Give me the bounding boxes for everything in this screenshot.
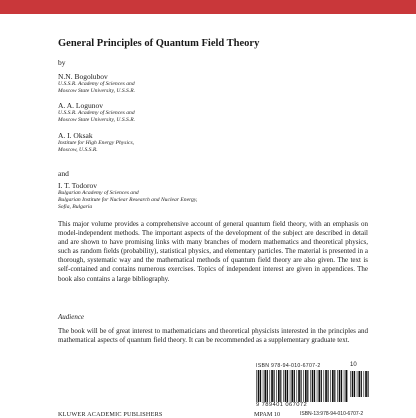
by-label: by <box>58 58 66 67</box>
author-block <box>58 181 197 211</box>
author-affiliation: Institute for High Energy Physics, Moscow, U.S.S.R. <box>58 140 134 154</box>
author-block <box>58 101 135 124</box>
barcode-addon-label: 10 <box>350 362 357 368</box>
barcode-isbn-label: ISBN 978-94-010-6707-2 <box>256 363 321 369</box>
and-label: and <box>58 169 69 178</box>
audience-paragraph: The book will be of great interest to mathematicians and theoretical physicists interested in the principles and mathematical aspects of quantum field theory. It can be recommended as a supplementary graduate text. <box>58 327 368 345</box>
author-name: A. A. Logunov <box>58 101 135 110</box>
audience-heading: Audience <box>58 313 84 321</box>
abstract-paragraph: This major volume provides a comprehensive account of general quantum field theory, with an emphasis on model-independent methods. The important aspects of the development of the subject are described in detail and are shown to have promising links with many branches of modern mathematics and theoretical physics, such as random fields (probability), statistical physics, and elementary particles. The material is presented in a thorough, systematic way and the mathematical methods of quantum field theory are also given. The text is self-contained and contains numerous exercises. Topics of independent interest are given in appendices. The book also contains a large bibliography. <box>58 220 368 284</box>
barcode-addon-icon <box>350 371 370 397</box>
author-affiliation: U.S.S.R. Academy of Sciences and Moscow State University, U.S.S.R. <box>58 110 135 124</box>
author-name: N.N. Bogolubov <box>58 72 135 81</box>
author-affiliation: Bulgarian Academy of Sciences and Bulgarian Institute for Nuclear Research and Nuclear Energy, Sofia, Bulgaria <box>58 190 197 211</box>
barcode-digits: 9 789401 067072 <box>256 402 309 408</box>
author-name: I. T. Todorov <box>58 181 197 190</box>
author-name: A. I. Oksak <box>58 131 134 140</box>
publisher-name: KLUWER ACADEMIC PUBLISHERS <box>58 411 163 418</box>
author-block <box>58 72 135 95</box>
book-title: General Principles of Quantum Field Theory <box>58 38 259 49</box>
author-block <box>58 131 134 154</box>
author-affiliation: U.S.S.R. Academy of Sciences and Moscow State University, U.S.S.R. <box>58 81 135 95</box>
cover-top-band <box>0 0 416 14</box>
back-cover-page <box>0 14 416 416</box>
footer-isbn: ISBN-13:978-94-010-6707-2 <box>300 411 363 417</box>
series-code: MPAM 10 <box>254 411 280 418</box>
